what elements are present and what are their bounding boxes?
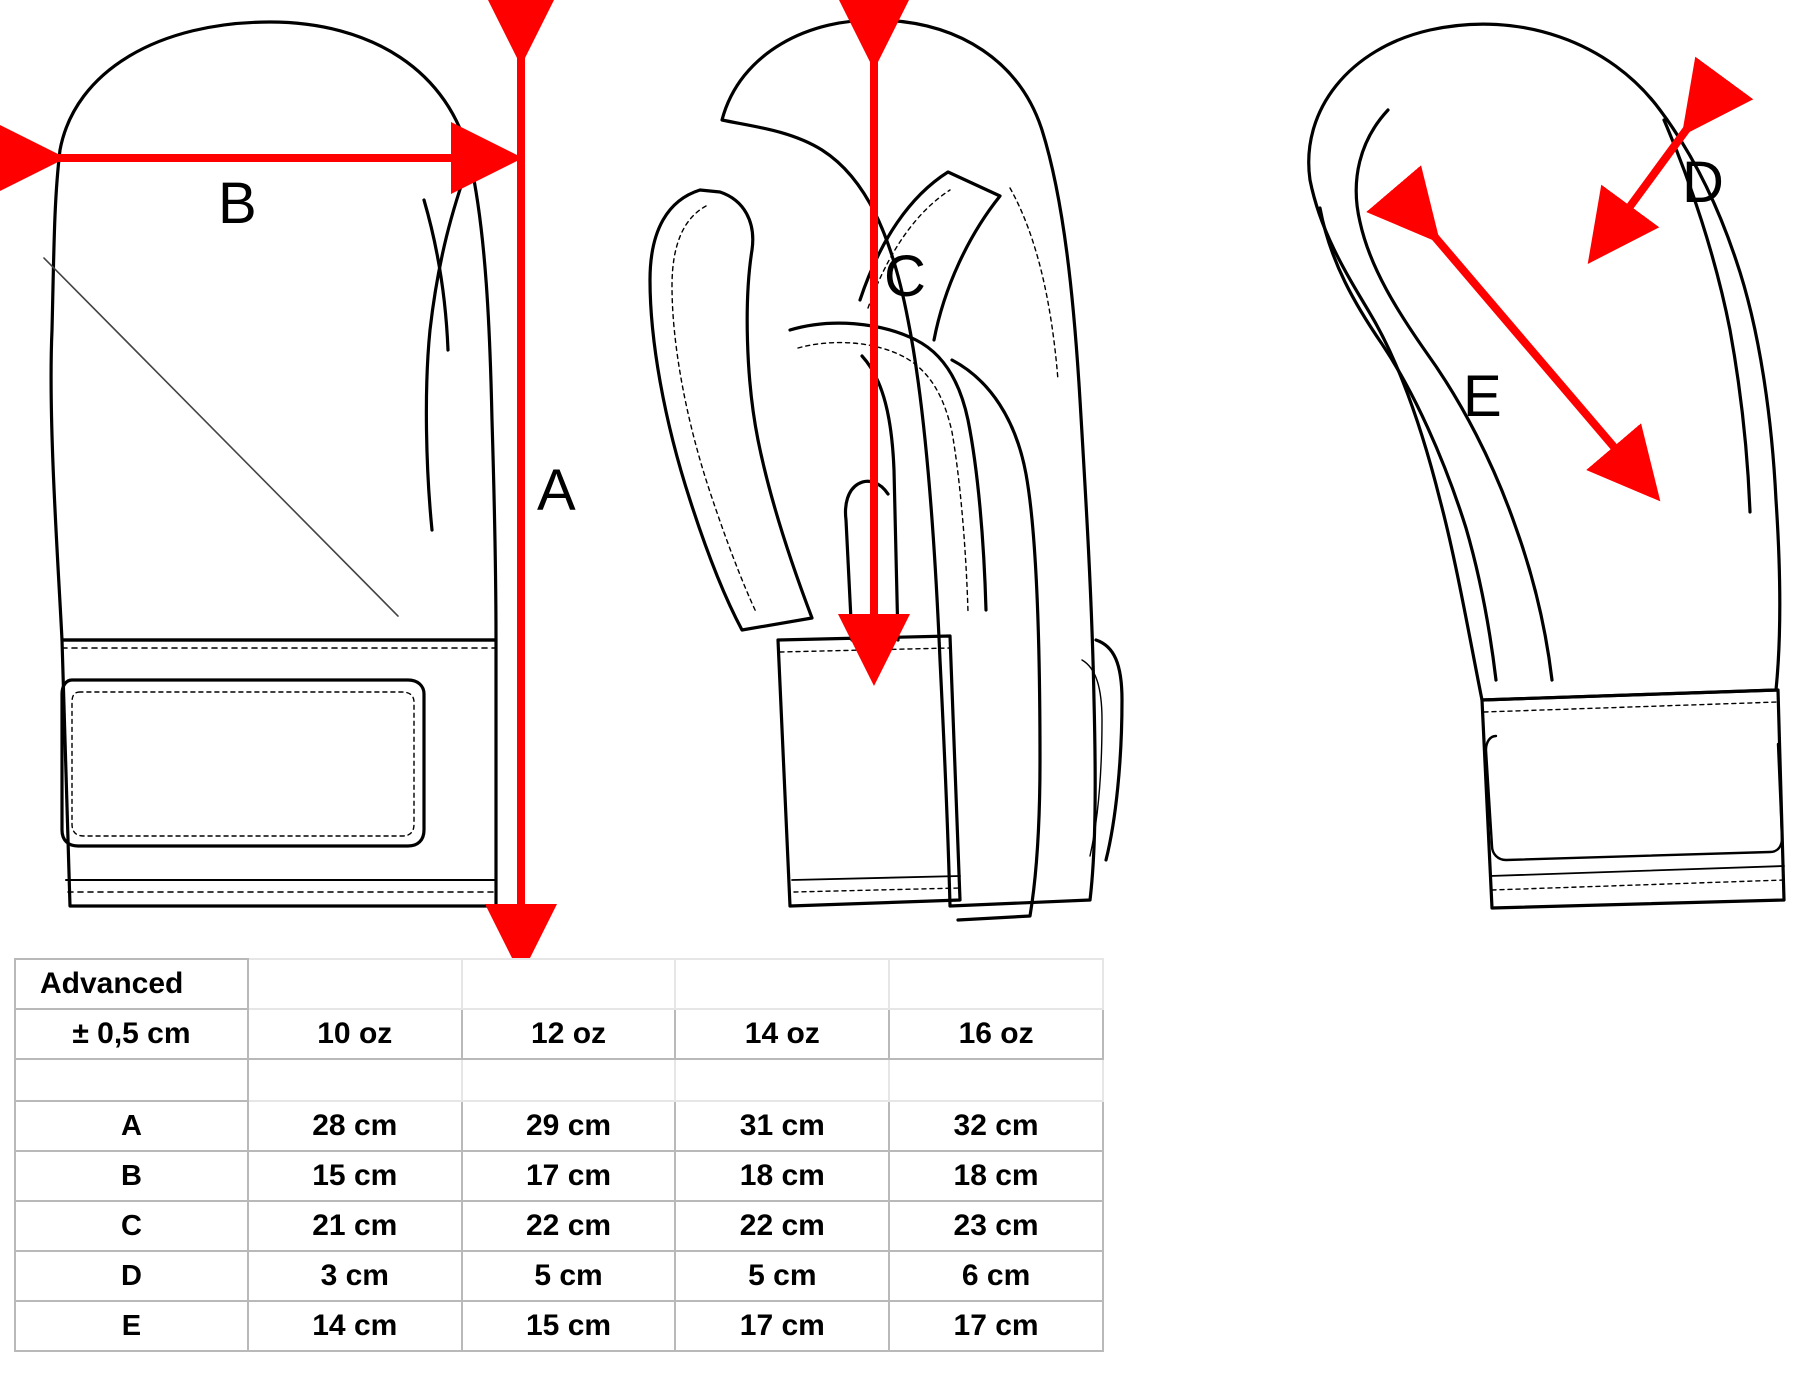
header-size-16oz: 16 oz [889, 1009, 1103, 1059]
cell-b-14oz: 18 cm [675, 1151, 889, 1201]
header-size-14oz: 14 oz [675, 1009, 889, 1059]
spacer-cell-2 [462, 1059, 676, 1101]
header-blank-1 [248, 959, 462, 1009]
table-row [15, 1201, 1103, 1251]
table-row-header-level [15, 959, 1103, 1009]
side-view-glove [650, 20, 1122, 920]
table-row [15, 1101, 1103, 1151]
measure-label-e: E [1463, 364, 1502, 429]
arrow-e [1417, 216, 1637, 474]
table-row-header-sizes [15, 1009, 1103, 1059]
table-row [15, 1251, 1103, 1301]
cell-d-16oz: 6 cm [889, 1251, 1103, 1301]
cell-d-14oz: 5 cm [675, 1251, 889, 1301]
cell-e-14oz: 17 cm [675, 1301, 889, 1351]
measure-label-b: B [218, 171, 257, 236]
cell-e-16oz: 17 cm [889, 1301, 1103, 1351]
cell-e-10oz: 14 cm [248, 1301, 462, 1351]
row-dim-d: D [15, 1251, 248, 1301]
row-dim-c: C [15, 1201, 248, 1251]
measure-label-d: D [1682, 150, 1724, 215]
cell-c-10oz: 21 cm [248, 1201, 462, 1251]
header-tolerance-label: ± 0,5 cm [15, 1009, 248, 1059]
cell-d-12oz: 5 cm [462, 1251, 676, 1301]
spacer-cell-1 [248, 1059, 462, 1101]
cell-c-14oz: 22 cm [675, 1201, 889, 1251]
spacer-cell-4 [889, 1059, 1103, 1101]
row-dim-b: B [15, 1151, 248, 1201]
cell-a-14oz: 31 cm [675, 1101, 889, 1151]
row-dim-a: A [15, 1101, 248, 1151]
table-row-spacer [15, 1059, 1103, 1101]
spacer-cell-0 [15, 1059, 248, 1101]
header-level-label: Advanced [15, 959, 248, 1009]
cell-a-10oz: 28 cm [248, 1101, 462, 1151]
cell-a-12oz: 29 cm [462, 1101, 676, 1151]
header-blank-3 [675, 959, 889, 1009]
size-chart-table [14, 958, 1104, 1352]
cell-a-16oz: 32 cm [889, 1101, 1103, 1151]
cell-c-12oz: 22 cm [462, 1201, 676, 1251]
cell-b-12oz: 17 cm [462, 1151, 676, 1201]
measure-label-c: C [884, 244, 926, 309]
header-size-10oz: 10 oz [248, 1009, 462, 1059]
table-row [15, 1151, 1103, 1201]
spacer-cell-3 [675, 1059, 889, 1101]
header-blank-4 [889, 959, 1103, 1009]
cell-b-16oz: 18 cm [889, 1151, 1103, 1201]
cell-b-10oz: 15 cm [248, 1151, 462, 1201]
cell-c-16oz: 23 cm [889, 1201, 1103, 1251]
header-size-12oz: 12 oz [462, 1009, 676, 1059]
header-blank-2 [462, 959, 676, 1009]
measure-label-a: A [537, 458, 576, 523]
cell-d-10oz: 3 cm [248, 1251, 462, 1301]
row-dim-e: E [15, 1301, 248, 1351]
cell-e-12oz: 15 cm [462, 1301, 676, 1351]
table-row [15, 1301, 1103, 1351]
